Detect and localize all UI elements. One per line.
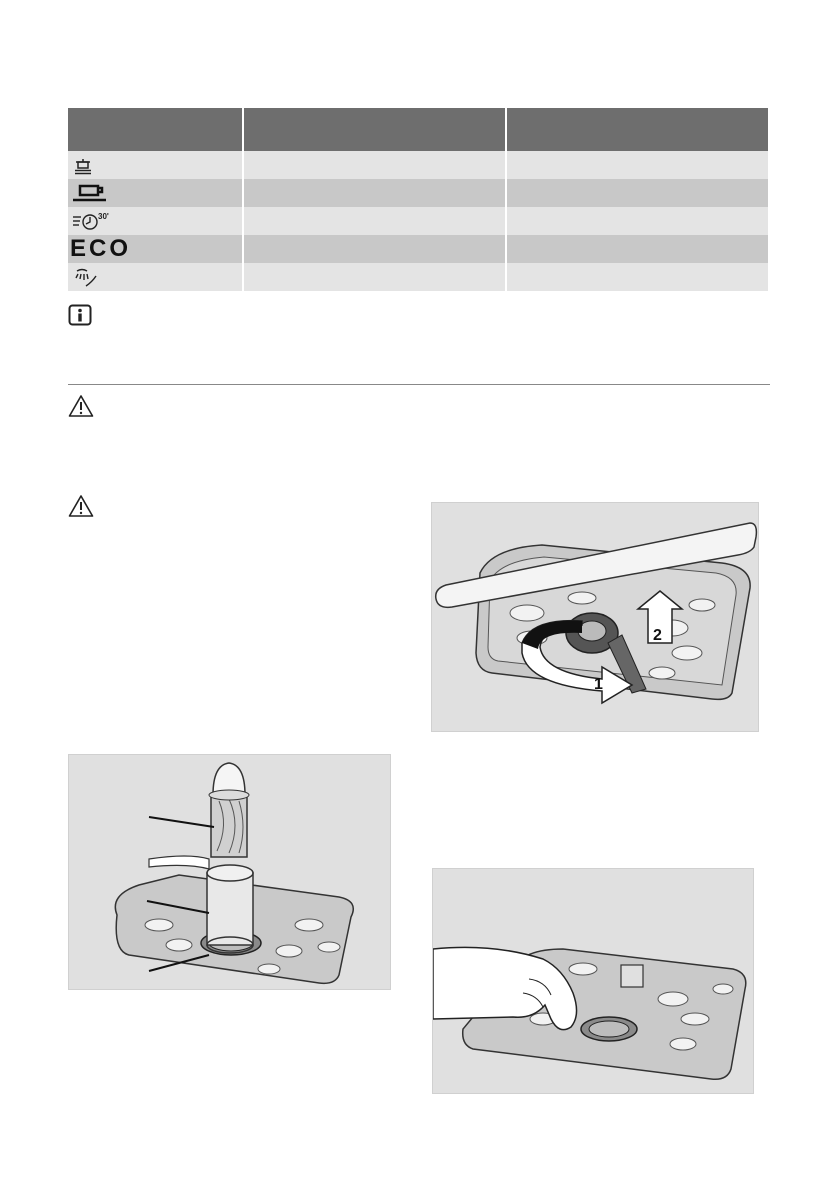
info-icon — [68, 304, 92, 326]
filter-cleaning-illustration — [432, 868, 754, 1094]
warning-icon — [68, 494, 94, 518]
table-row — [68, 235, 770, 263]
table-row — [68, 151, 770, 179]
program-table — [68, 108, 770, 291]
table-cell — [507, 263, 770, 291]
section-divider — [68, 384, 770, 385]
program-icon-cell — [68, 263, 244, 291]
table-row — [68, 263, 770, 291]
table-header-cell — [68, 108, 244, 151]
table-cell — [244, 207, 507, 235]
table-cell — [507, 151, 770, 179]
table-cell — [244, 263, 507, 291]
program-icon-cell — [68, 207, 244, 235]
warning-icon — [68, 394, 94, 418]
quick-30-program-icon — [70, 208, 118, 234]
table-cell — [244, 151, 507, 179]
program-icon-cell — [68, 151, 244, 179]
spray-arm-removal-drawing — [432, 503, 758, 731]
step-2-label: 2 — [653, 627, 662, 644]
cup-program-icon — [70, 180, 110, 206]
step-1-label: 1 — [594, 676, 603, 693]
program-icon-cell — [68, 235, 244, 263]
table-header-cell — [507, 108, 770, 151]
table-cell — [244, 235, 507, 263]
table-cell — [507, 235, 770, 263]
table-header-row — [68, 108, 770, 151]
table-header-cell — [244, 108, 507, 151]
filter-cleaning-drawing — [433, 869, 753, 1093]
eco-program-label: ECO — [70, 235, 132, 262]
table-cell — [244, 179, 507, 207]
program-icon-cell — [68, 179, 244, 207]
rinse-spray-program-icon — [70, 264, 104, 290]
table-row — [68, 207, 770, 235]
quick-30-label: 30' — [98, 212, 109, 221]
pots-pans-program-icon — [70, 152, 96, 178]
table-cell — [507, 179, 770, 207]
spray-arm-removal-illustration — [431, 502, 759, 732]
table-cell — [507, 207, 770, 235]
filter-assembly-illustration — [68, 754, 391, 990]
filter-assembly-drawing — [69, 755, 390, 989]
table-row — [68, 179, 770, 207]
